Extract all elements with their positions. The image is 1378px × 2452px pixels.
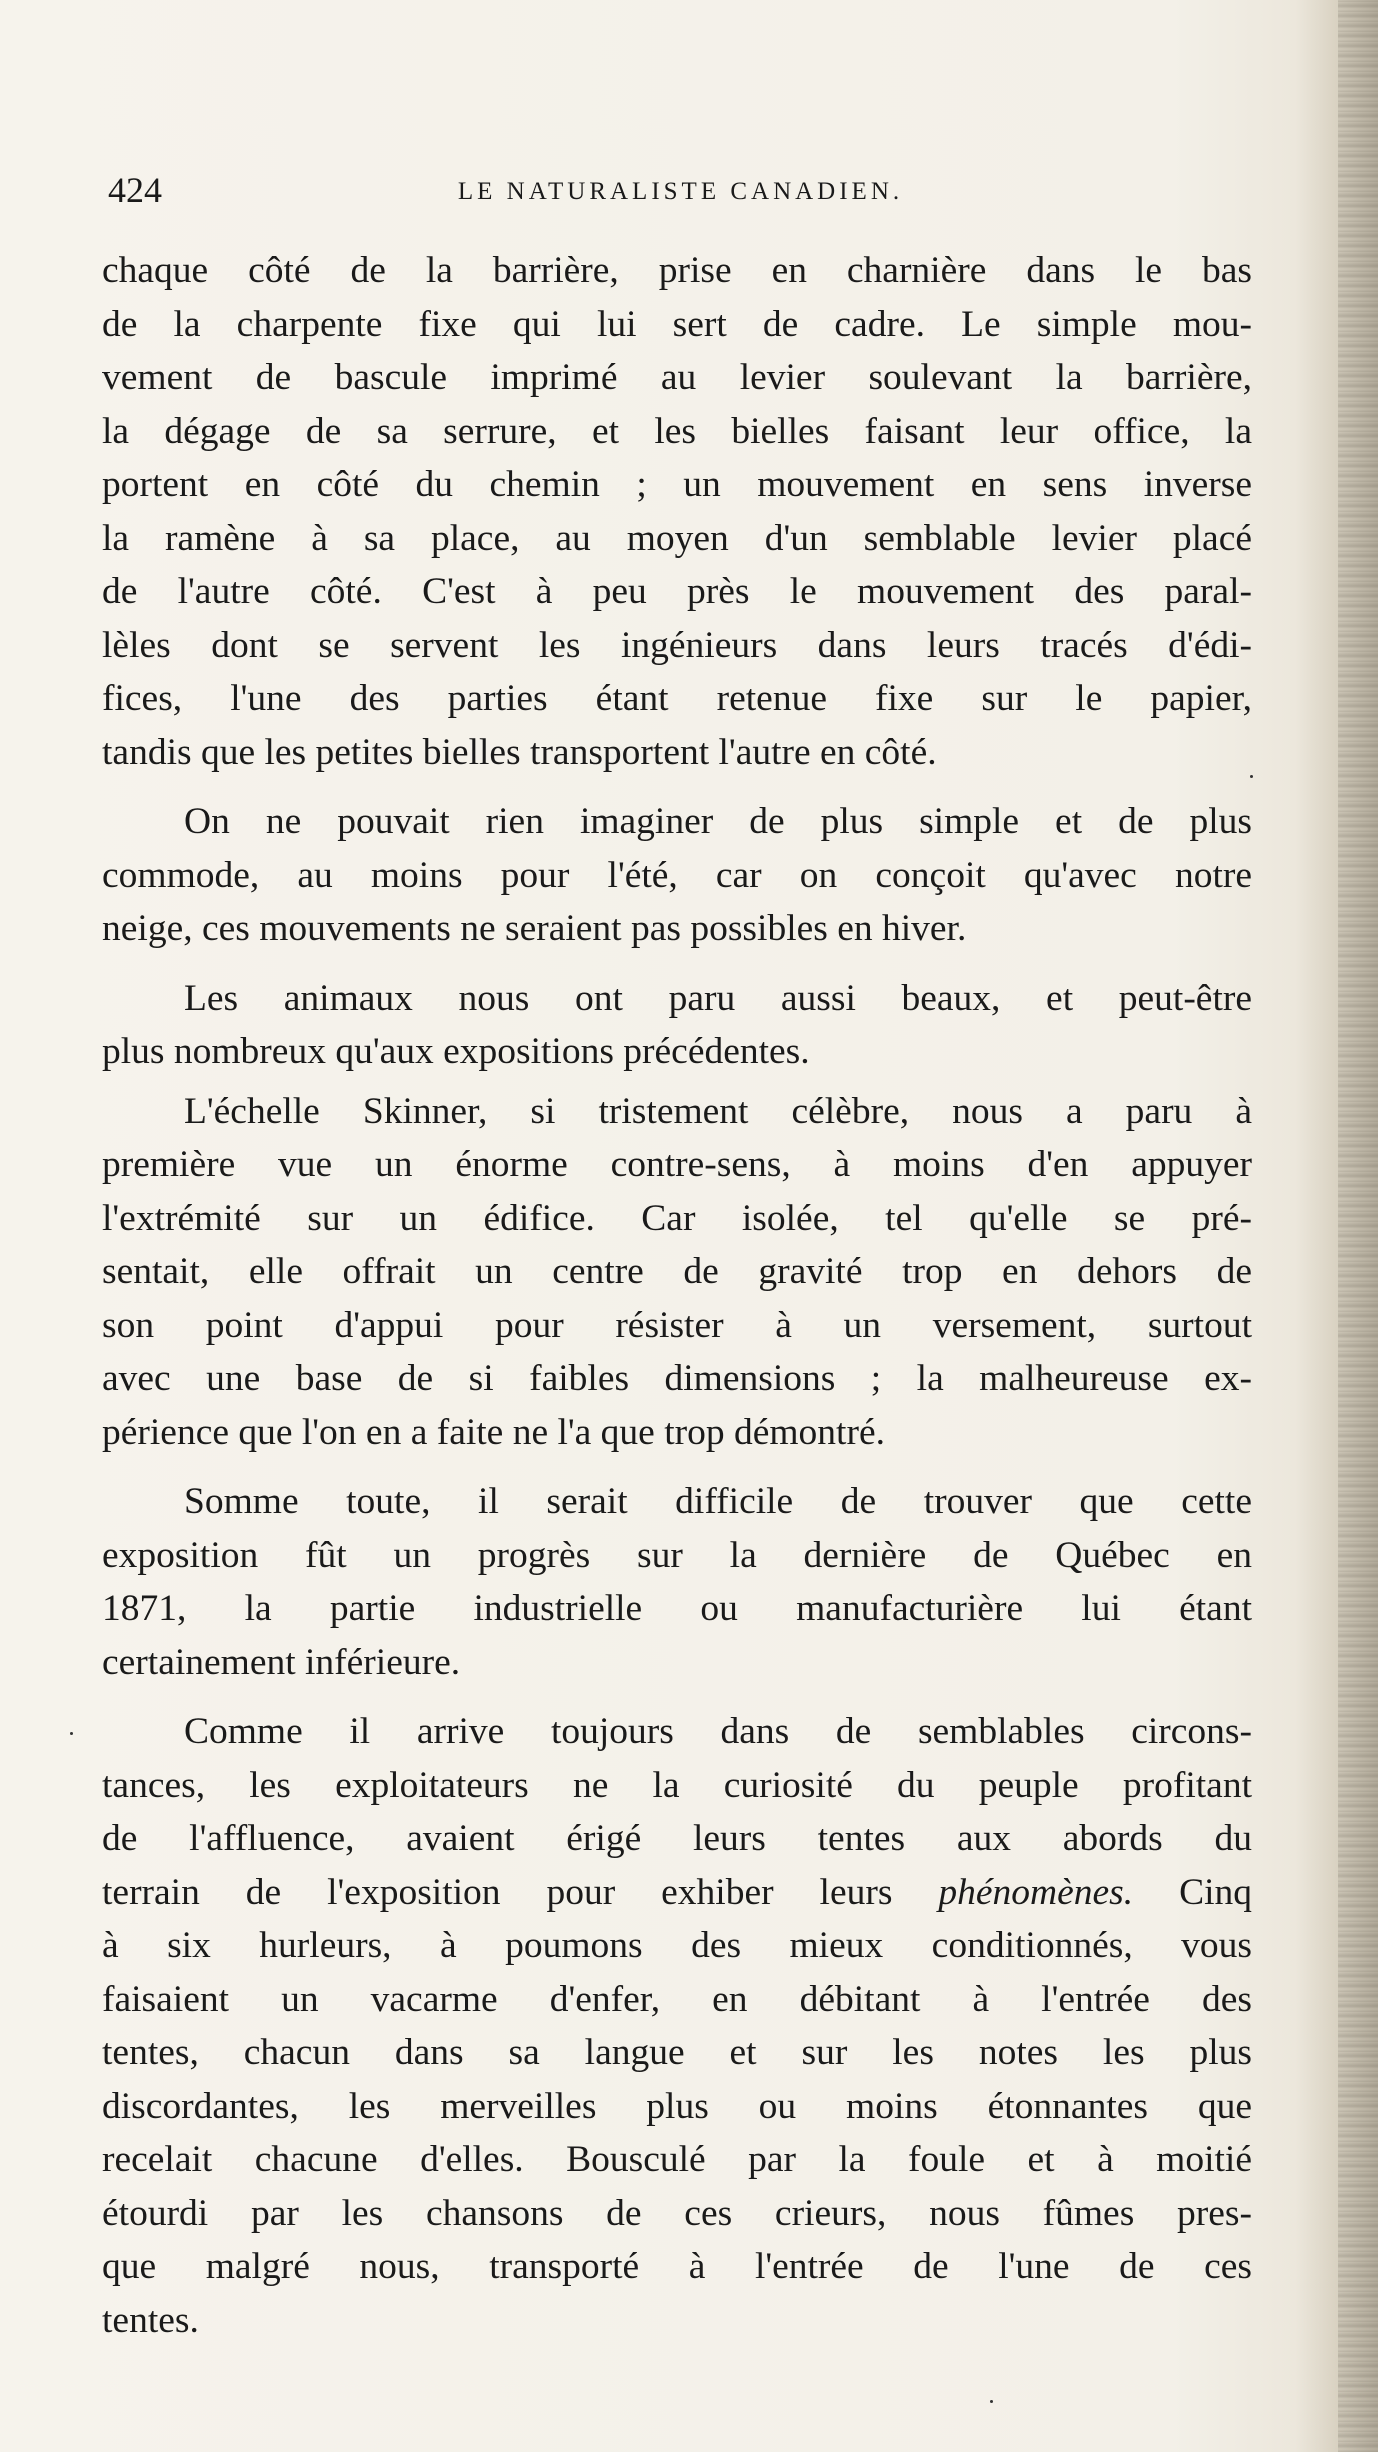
text-line: exposition fût un progrès sur la dernière de Québec en xyxy=(102,1534,1252,1576)
page-number: 424 xyxy=(108,170,162,210)
text-line: sentait, elle offrait un centre de gravité trop en dehors de xyxy=(102,1251,1252,1292)
text-line: la dégage de sa serrure, et les bielles faisant leur office, la xyxy=(102,410,1252,452)
text-line: à six hurleurs, à poumons des mieux conditionnés, vous xyxy=(102,1925,1252,1966)
text-line: étourdi par les chansons de ces crieurs, nous fûmes pres- xyxy=(102,2192,1252,2234)
text-line: plus nombreux qu'aux expositions précédentes. xyxy=(102,1031,810,1072)
text-line: recelait chacune d'elles. Bousculé par la foule et à moitié xyxy=(102,2139,1252,2180)
text-line: chaque côté de la barrière, prise en charnière dans le bas xyxy=(102,250,1252,291)
text-line: 1871, la partie industrielle ou manufacturière lui étant xyxy=(102,1588,1252,1629)
text-line: avec une base de si faibles dimensions ; la malheureuse ex- xyxy=(102,1358,1252,1399)
text-line: périence que l'on en a faite ne l'a que trop démontré. xyxy=(102,1411,885,1453)
text-line: que malgré nous, transporté à l'entrée de l'une de ces xyxy=(102,2246,1252,2287)
text-line: première vue un énorme contre-sens, à moins d'en appuyer xyxy=(102,1144,1252,1185)
text-line: de la charpente fixe qui lui sert de cadre. Le simple mou- xyxy=(102,303,1252,345)
text-line: tentes. xyxy=(102,2299,199,2341)
running-head: LE NATURALISTE CANADIEN. xyxy=(457,178,904,205)
text-line: tandis que les petites bielles transportent l'autre en côté. xyxy=(102,731,937,773)
paragraph-6 xyxy=(102,1705,1252,2347)
print-speck xyxy=(990,2400,993,2403)
text-line: de l'autre côté. C'est à peu près le mouvement des paral- xyxy=(102,571,1252,612)
text-line: tances, les exploitateurs ne la curiosité du peuple profitant xyxy=(102,1764,1252,1806)
text-line: Les animaux nous ont paru aussi beaux, et peut-être xyxy=(184,977,1252,1019)
paragraph-3 xyxy=(102,972,1252,1079)
text-line: tentes, chacun dans sa langue et sur les notes les plus xyxy=(102,2032,1252,2073)
page-edge-shadow xyxy=(1338,0,1378,2452)
text-line: vement de bascule imprimé au levier soulevant la barrière, xyxy=(102,357,1252,398)
text-line: son point d'appui pour résister à un versement, surtout xyxy=(102,1304,1252,1346)
text-line: L'échelle Skinner, si tristement célèbre, nous a paru à xyxy=(184,1090,1252,1132)
text-line: Somme toute, il serait difficile de trouver que cette xyxy=(184,1481,1252,1522)
text-line: lèles dont se servent les ingénieurs dans leurs tracés d'édi- xyxy=(102,624,1252,666)
print-speck xyxy=(1250,775,1253,778)
text-line: faisaient un vacarme d'enfer, en débitant à l'entrée des xyxy=(102,1978,1252,2020)
text-line: certainement inférieure. xyxy=(102,1641,461,1683)
page-header xyxy=(108,168,1253,212)
paragraph-1 xyxy=(102,244,1252,779)
text-line: discordantes, les merveilles plus ou moins étonnantes que xyxy=(102,2085,1252,2127)
text-segment: terrain de l'exposition pour exhiber leurs xyxy=(102,1871,939,1913)
print-speck xyxy=(70,1732,73,1735)
text-line: Comme il arrive toujours dans de semblables circons- xyxy=(184,1711,1252,1752)
text-line-with-italic xyxy=(102,1866,1252,1920)
text-line: la ramène à sa place, au moyen d'un semblable levier placé xyxy=(102,517,1252,559)
paragraph-4 xyxy=(102,1085,1252,1460)
body-text xyxy=(102,244,1252,2363)
text-line: neige, ces mouvements ne seraient pas possibles en hiver. xyxy=(102,908,967,949)
text-line: de l'affluence, avaient érigé leurs tentes aux abords du xyxy=(102,1818,1252,1859)
italic-word: phénomènes. xyxy=(938,1871,1134,1913)
text-segment: Cinq xyxy=(1133,1871,1252,1913)
text-line: l'extrémité sur un édifice. Car isolée, tel qu'elle se pré- xyxy=(102,1197,1252,1239)
text-line: commode, au moins pour l'été, car on conçoit qu'avec notre xyxy=(102,854,1252,896)
text-line: fices, l'une des parties étant retenue fixe sur le papier, xyxy=(102,678,1252,719)
text-line: portent en côté du chemin ; un mouvement en sens inverse xyxy=(102,464,1252,505)
paragraph-5 xyxy=(102,1475,1252,1689)
text-line: On ne pouvait rien imaginer de plus simple et de plus xyxy=(184,801,1252,842)
paragraph-2 xyxy=(102,795,1252,956)
